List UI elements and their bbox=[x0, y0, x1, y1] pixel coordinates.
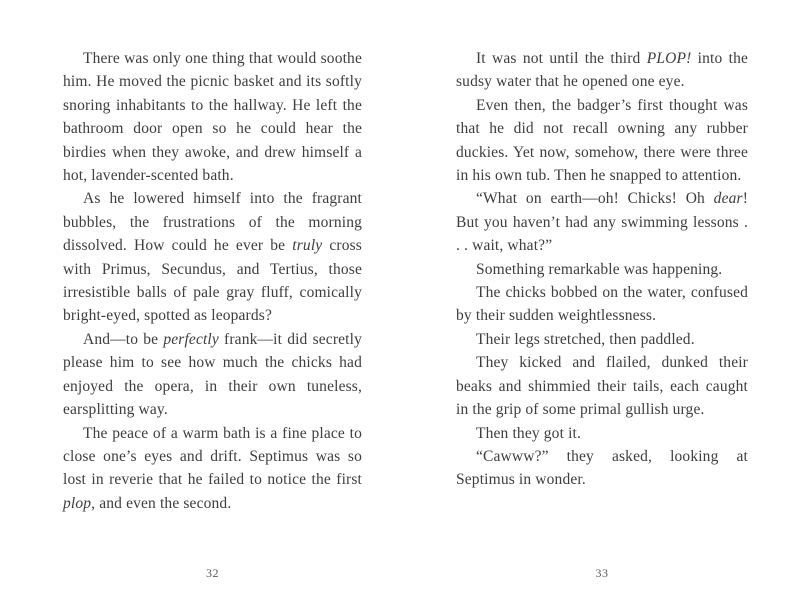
paragraph bbox=[456, 328, 748, 351]
paragraph bbox=[456, 422, 748, 445]
text-segment: frank—it did secretly please him to see how much the chicks had enjoyed the opera, in their own tuneless, earsplitting way. bbox=[63, 330, 362, 419]
paragraph bbox=[456, 281, 748, 328]
right-page-text-block bbox=[456, 47, 748, 492]
paragraph bbox=[63, 47, 362, 187]
paragraph bbox=[456, 47, 748, 94]
paragraph bbox=[63, 187, 362, 327]
paragraph bbox=[456, 187, 748, 257]
text-segment: Something remarkable was happening. bbox=[476, 260, 723, 278]
paragraph bbox=[456, 445, 748, 492]
italic-text-segment: PLOP! bbox=[646, 50, 692, 67]
italic-text-segment: plop bbox=[63, 494, 92, 512]
paragraph bbox=[456, 94, 748, 188]
page-number-right: 33 bbox=[595, 566, 609, 580]
italic-text-segment: dear bbox=[713, 190, 743, 208]
text-segment: The chicks bobbed on the water, confused by their sudden weightlessness. bbox=[456, 284, 748, 325]
text-segment: And—to be bbox=[83, 330, 164, 348]
paragraph bbox=[63, 422, 362, 516]
text-segment: Even then, the badger’s first thought was that he did not recall owning any rubber duckies. Yet now, somehow, there were three in his own tub. Then he snapped to attention. bbox=[456, 96, 748, 185]
text-segment: , and even the second. bbox=[91, 494, 232, 512]
text-segment: There was only one thing that would soothe him. He moved the picnic basket and its softly snoring inhabitants to the hallway. He left the bathroom door open so he could hear the birdies when they awoke, and drew himself a hot, lavender-scented bath. bbox=[63, 50, 362, 185]
page-number-left: 32 bbox=[206, 566, 219, 580]
paragraph bbox=[63, 328, 362, 422]
italic-text-segment: perfectly bbox=[163, 330, 219, 348]
text-segment: Their legs stretched, then paddled. bbox=[476, 330, 695, 348]
text-segment: The peace of a warm bath is a fine place to close one’s eyes and drift. Septimus was so lost in reverie that he failed to notice the first bbox=[63, 424, 362, 489]
text-segment: “Cawww?” they asked, looking at Septimus in wonder. bbox=[456, 447, 748, 489]
text-segment: Then they got it. bbox=[476, 424, 582, 442]
text-segment: cross with Primus, Secundus, and Tertius, those irresistible balls of pale gray fluff, comically bright-eyed, spotted as leopards? bbox=[63, 237, 362, 325]
text-segment: As he lowered himself into the fragrant bubbles, the frustrations of the morning dissolved. How could he ever be bbox=[63, 190, 362, 255]
text-segment: It was not until the third bbox=[476, 50, 647, 67]
text-segment: They kicked and flailed, dunked their beaks and shimmied their tails, each caught in the grip of some primal gullish urge. bbox=[456, 354, 748, 419]
text-segment: “What on earth—oh! Chicks! Oh bbox=[476, 190, 714, 208]
text-segment: ! But you haven’t had any swimming lessons . . . wait, what?” bbox=[456, 190, 748, 255]
left-page-text-block bbox=[63, 47, 362, 515]
italic-text-segment: truly bbox=[292, 237, 323, 255]
paragraph bbox=[456, 351, 748, 421]
text-segment: into the sudsy water that he opened one eye. bbox=[456, 50, 749, 91]
paragraph bbox=[456, 258, 748, 281]
